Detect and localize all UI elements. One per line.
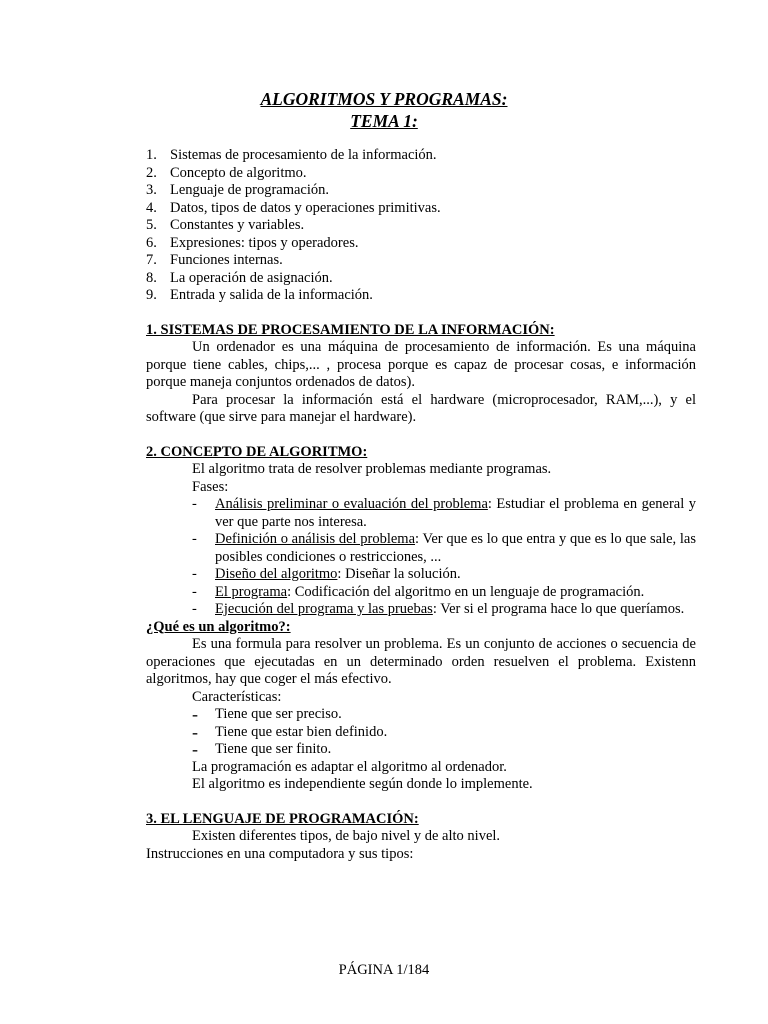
section-2-intro: El algoritmo trata de resolver problemas mediante programas. (192, 461, 552, 477)
question-heading: ¿Qué es un algoritmo?: (146, 618, 291, 635)
question-paragraph: Es una formula para resolver un problema. Es un conjunto de acciones o secuencia de operaciones que ejecutadas en un determinado orden resuelven el problema. Existenn algoritmos, hay que coger el más efectivo. (146, 636, 696, 687)
section-3-line: Instrucciones en una computadora y sus tipos: (146, 845, 414, 862)
phase-term: Análisis preliminar o evaluación del problema (215, 496, 488, 512)
toc-number: 4. (146, 199, 157, 216)
toc-text: La operación de asignación. (170, 269, 333, 286)
toc-number: 6. (146, 234, 157, 251)
toc-text: Constantes y variables. (170, 217, 305, 233)
phase-description: : Codificación del algoritmo en un lenguaje de programación. (287, 583, 645, 600)
dash-bullet: - (192, 704, 198, 724)
toc-item (146, 252, 696, 270)
section-1-paragraph: Un ordenador es una máquina de procesamiento de información. Es una máquina porque tiene cables, chips,... , procesa porque es capaz de procesar cosas, e información porque maneja conjuntos ordenados de datos). (146, 339, 696, 390)
toc-text: Sistemas de procesamiento de la información. (170, 147, 437, 163)
section-3-heading: 3. EL LENGUAJE DE PROGRAMACIÓN: (146, 810, 419, 827)
characteristics-label: Características: (192, 688, 282, 705)
toc-text: Expresiones: tipos y operadores. (170, 234, 359, 251)
characteristic-item (146, 721, 696, 742)
phase-term: Diseño del algoritmo (215, 566, 338, 582)
phase-term: Definición o análisis del problema (215, 531, 416, 547)
toc-number: 1. (146, 147, 157, 163)
section-1-heading: 1. SISTEMAS DE PROCESAMIENTO DE LA INFORMACIÓN: (146, 321, 555, 338)
dash-bullet: - (192, 531, 197, 547)
section-2-heading: 2. CONCEPTO DE ALGORITMO: (146, 443, 368, 460)
phase-description: : Ver que es lo que entra y que es lo que sale, las posibles condiciones o restricciones, ... (215, 531, 696, 565)
dash-bullet: - (192, 721, 198, 742)
document-title (0, 88, 768, 132)
phase-item (146, 496, 696, 531)
phase-term: Ejecución del programa y las pruebas (215, 601, 433, 617)
dash-bullet: - (192, 739, 198, 759)
dash-bullet: - (192, 601, 197, 617)
toc-item (146, 217, 696, 235)
toc-item (146, 200, 696, 218)
phase-description: : Diseñar la solución. (337, 566, 461, 582)
characteristic-text: Tiene que ser preciso. (215, 706, 342, 722)
dash-bullet: - (192, 496, 197, 512)
phase-item (146, 531, 696, 566)
toc-number: 7. (146, 252, 157, 268)
phase-item (146, 584, 696, 602)
toc-number: 8. (146, 269, 157, 286)
toc-item (146, 182, 696, 200)
toc-item (146, 147, 696, 165)
phase-description: : Estudiar el problema en general y ver que parte nos interesa. (215, 496, 696, 530)
toc-item (146, 165, 696, 183)
section-1-paragraph: Para procesar la información está el hardware (microprocesador, RAM,...), y el software (que sirve para manejar el hardware). (146, 391, 696, 425)
toc-item (146, 235, 696, 253)
closing-line: El algoritmo es independiente según donde lo implemente. (192, 776, 533, 792)
toc-item (146, 287, 696, 305)
characteristic-text: Tiene que estar bien definido. (215, 723, 388, 740)
toc-item (146, 270, 696, 288)
phases-label: Fases: (192, 478, 229, 495)
phase-item (146, 566, 696, 584)
dash-bullet: - (192, 583, 197, 600)
page-number: PÁGINA 1/184 (338, 962, 430, 978)
title-line-2: TEMA 1: (350, 111, 418, 131)
characteristic-text: Tiene que ser finito. (215, 741, 332, 757)
section-3-line: Existen diferentes tipos, de bajo nivel y de alto nivel. (192, 828, 501, 844)
characteristic-item (146, 741, 696, 759)
dash-bullet: - (192, 566, 197, 582)
document-body (146, 147, 696, 863)
toc-number: 9. (146, 287, 157, 303)
toc-text: Funciones internas. (170, 252, 283, 268)
toc-text: Concepto de algoritmo. (170, 164, 307, 181)
toc-text: Entrada y salida de la información. (170, 287, 373, 303)
table-of-contents (146, 147, 696, 305)
closing-line: La programación es adaptar el algoritmo al ordenador. (192, 758, 507, 775)
phase-description: : Ver si el programa hace lo que queríamos. (432, 601, 685, 617)
title-line-1: ALGORITMOS Y PROGRAMAS: (260, 89, 508, 109)
toc-number: 3. (146, 182, 157, 198)
phase-item (146, 601, 696, 619)
toc-number: 2. (146, 164, 157, 181)
toc-number: 5. (146, 217, 157, 233)
toc-text: Datos, tipos de datos y operaciones primitivas. (170, 199, 441, 216)
phase-term: El programa (215, 583, 288, 600)
characteristic-item (146, 706, 696, 724)
toc-text: Lenguaje de programación. (170, 182, 330, 198)
